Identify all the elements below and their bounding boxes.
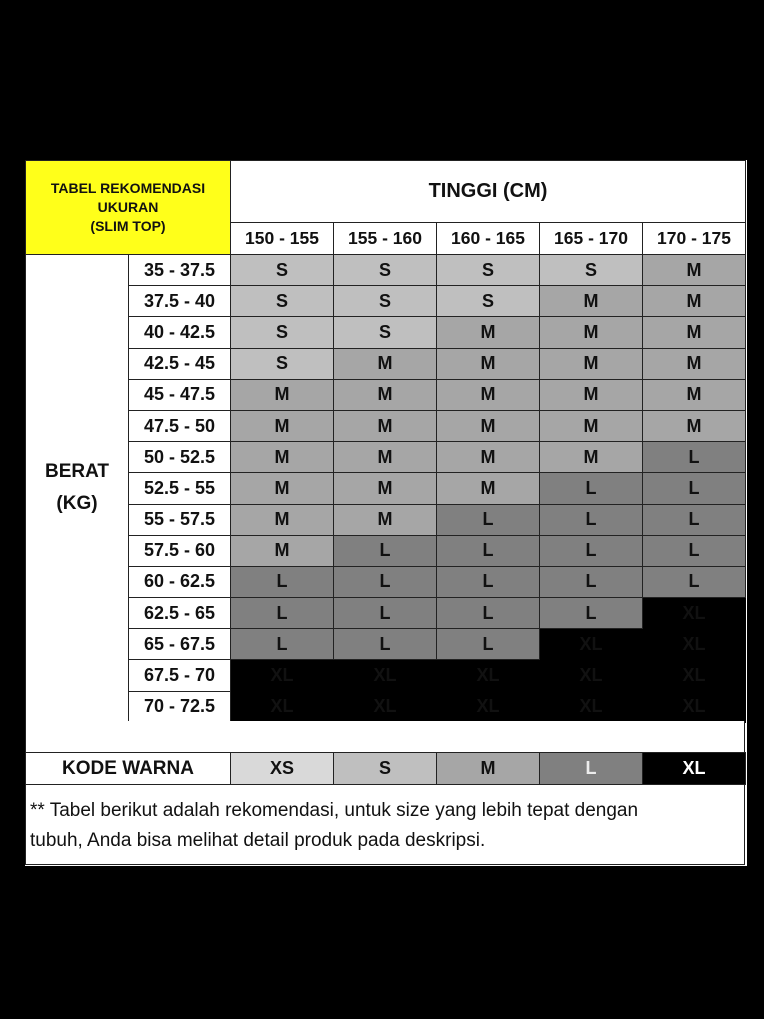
legend-swatch: M — [437, 753, 540, 785]
size-cell: XL — [643, 660, 746, 691]
height-header: TINGGI (CM) — [231, 161, 746, 223]
size-cell: S — [231, 255, 334, 286]
weight-range-cell: 70 - 72.5 — [129, 692, 231, 723]
size-cell: M — [334, 505, 437, 536]
weight-range-cell: 40 - 42.5 — [129, 317, 231, 348]
weight-range-cell: 67.5 - 70 — [129, 660, 231, 691]
size-cell: M — [334, 380, 437, 411]
weight-range-cell: 52.5 - 55 — [129, 473, 231, 504]
size-cell: S — [231, 286, 334, 317]
weight-header-line-2: (KG) — [56, 493, 98, 515]
size-recommendation-table — [25, 160, 746, 723]
size-cell: L — [334, 598, 437, 629]
size-cell: L — [437, 598, 540, 629]
size-cell: M — [231, 505, 334, 536]
size-cell: L — [231, 629, 334, 660]
size-cell: L — [231, 567, 334, 598]
note-line-1: ** Tabel berikut adalah rekomendasi, untuk size yang lebih tepat dengan — [30, 800, 639, 821]
size-cell: S — [334, 286, 437, 317]
height-range-header: 150 - 155 — [231, 223, 334, 255]
size-cell: XL — [231, 692, 334, 723]
weight-range-cell: 42.5 - 45 — [129, 349, 231, 380]
weight-range-cell: 57.5 - 60 — [129, 536, 231, 567]
size-cell: M — [643, 286, 746, 317]
size-cell: M — [334, 349, 437, 380]
size-cell: M — [231, 411, 334, 442]
legend-swatch: L — [540, 753, 643, 785]
size-cell: L — [437, 536, 540, 567]
weight-range-cell: 45 - 47.5 — [129, 380, 231, 411]
size-cell: M — [437, 442, 540, 473]
weight-range-cell: 35 - 37.5 — [129, 255, 231, 286]
size-chart-sheet — [25, 160, 747, 866]
size-cell: L — [643, 473, 746, 504]
size-cell: M — [643, 349, 746, 380]
size-cell: XL — [334, 692, 437, 723]
size-cell: XL — [643, 598, 746, 629]
size-cell: L — [643, 536, 746, 567]
size-cell: S — [437, 255, 540, 286]
weight-range-cell: 50 - 52.5 — [129, 442, 231, 473]
size-cell: L — [540, 505, 643, 536]
height-range-header: 160 - 165 — [437, 223, 540, 255]
size-cell: L — [643, 567, 746, 598]
size-cell: XL — [540, 692, 643, 723]
size-cell: XL — [540, 660, 643, 691]
size-cell: L — [437, 505, 540, 536]
height-range-header: 155 - 160 — [334, 223, 437, 255]
size-cell: M — [643, 411, 746, 442]
size-cell: M — [643, 380, 746, 411]
size-cell: S — [437, 286, 540, 317]
note-line-2: tubuh, Anda bisa melihat detail produk pada deskripsi. — [30, 830, 486, 851]
size-cell: L — [540, 598, 643, 629]
size-cell: L — [437, 629, 540, 660]
weight-range-cell: 37.5 - 40 — [129, 286, 231, 317]
size-cell: M — [231, 473, 334, 504]
weight-header-line-1: BERAT — [44, 461, 110, 483]
size-cell: M — [334, 442, 437, 473]
size-cell: L — [334, 629, 437, 660]
height-range-header: 165 - 170 — [540, 223, 643, 255]
size-cell: XL — [437, 692, 540, 723]
size-cell: M — [231, 442, 334, 473]
weight-range-cell: 55 - 57.5 — [129, 505, 231, 536]
size-cell: M — [231, 380, 334, 411]
weight-range-cell: 65 - 67.5 — [129, 629, 231, 660]
weight-range-cell: 60 - 62.5 — [129, 567, 231, 598]
size-cell: M — [540, 380, 643, 411]
size-cell: M — [231, 536, 334, 567]
size-cell: M — [334, 473, 437, 504]
size-cell: M — [540, 349, 643, 380]
size-cell: XL — [643, 692, 746, 723]
size-cell: L — [643, 505, 746, 536]
size-cell: L — [540, 567, 643, 598]
size-cell: M — [643, 317, 746, 348]
size-cell: M — [437, 349, 540, 380]
table-title-line-2: UKURAN — [97, 199, 159, 215]
size-cell: M — [540, 286, 643, 317]
size-cell: L — [334, 567, 437, 598]
size-cell: M — [540, 411, 643, 442]
color-code-legend — [25, 752, 746, 785]
table-title-line-1: TABEL REKOMENDASI — [50, 180, 206, 196]
size-cell: XL — [334, 660, 437, 691]
size-cell: L — [540, 536, 643, 567]
size-cell: XL — [437, 660, 540, 691]
size-cell: XL — [540, 629, 643, 660]
size-cell: S — [231, 349, 334, 380]
size-cell: M — [437, 380, 540, 411]
legend-swatch: XS — [231, 753, 334, 785]
table-title — [26, 161, 231, 255]
size-cell: S — [540, 255, 643, 286]
size-cell: M — [437, 411, 540, 442]
size-cell: L — [231, 598, 334, 629]
size-cell: XL — [643, 629, 746, 660]
legend-swatch: S — [334, 753, 437, 785]
legend-label: KODE WARNA — [26, 753, 231, 785]
size-cell: S — [231, 317, 334, 348]
size-cell: XL — [231, 660, 334, 691]
size-cell: L — [540, 473, 643, 504]
weight-range-cell: 62.5 - 65 — [129, 598, 231, 629]
table-title-line-3: (SLIM TOP) — [90, 218, 166, 234]
size-cell: S — [334, 317, 437, 348]
table-spacer-row — [25, 721, 745, 753]
weight-header — [26, 255, 129, 723]
size-cell: M — [643, 255, 746, 286]
size-cell: M — [334, 411, 437, 442]
size-cell: L — [437, 567, 540, 598]
size-cell: M — [437, 317, 540, 348]
size-cell: M — [437, 473, 540, 504]
size-cell: L — [643, 442, 746, 473]
recommendation-note — [25, 785, 745, 865]
height-range-header: 170 - 175 — [643, 223, 746, 255]
size-cell: S — [334, 255, 437, 286]
size-cell: M — [540, 317, 643, 348]
size-cell: L — [334, 536, 437, 567]
size-cell: M — [540, 442, 643, 473]
weight-range-cell: 47.5 - 50 — [129, 411, 231, 442]
legend-swatch: XL — [643, 753, 746, 785]
